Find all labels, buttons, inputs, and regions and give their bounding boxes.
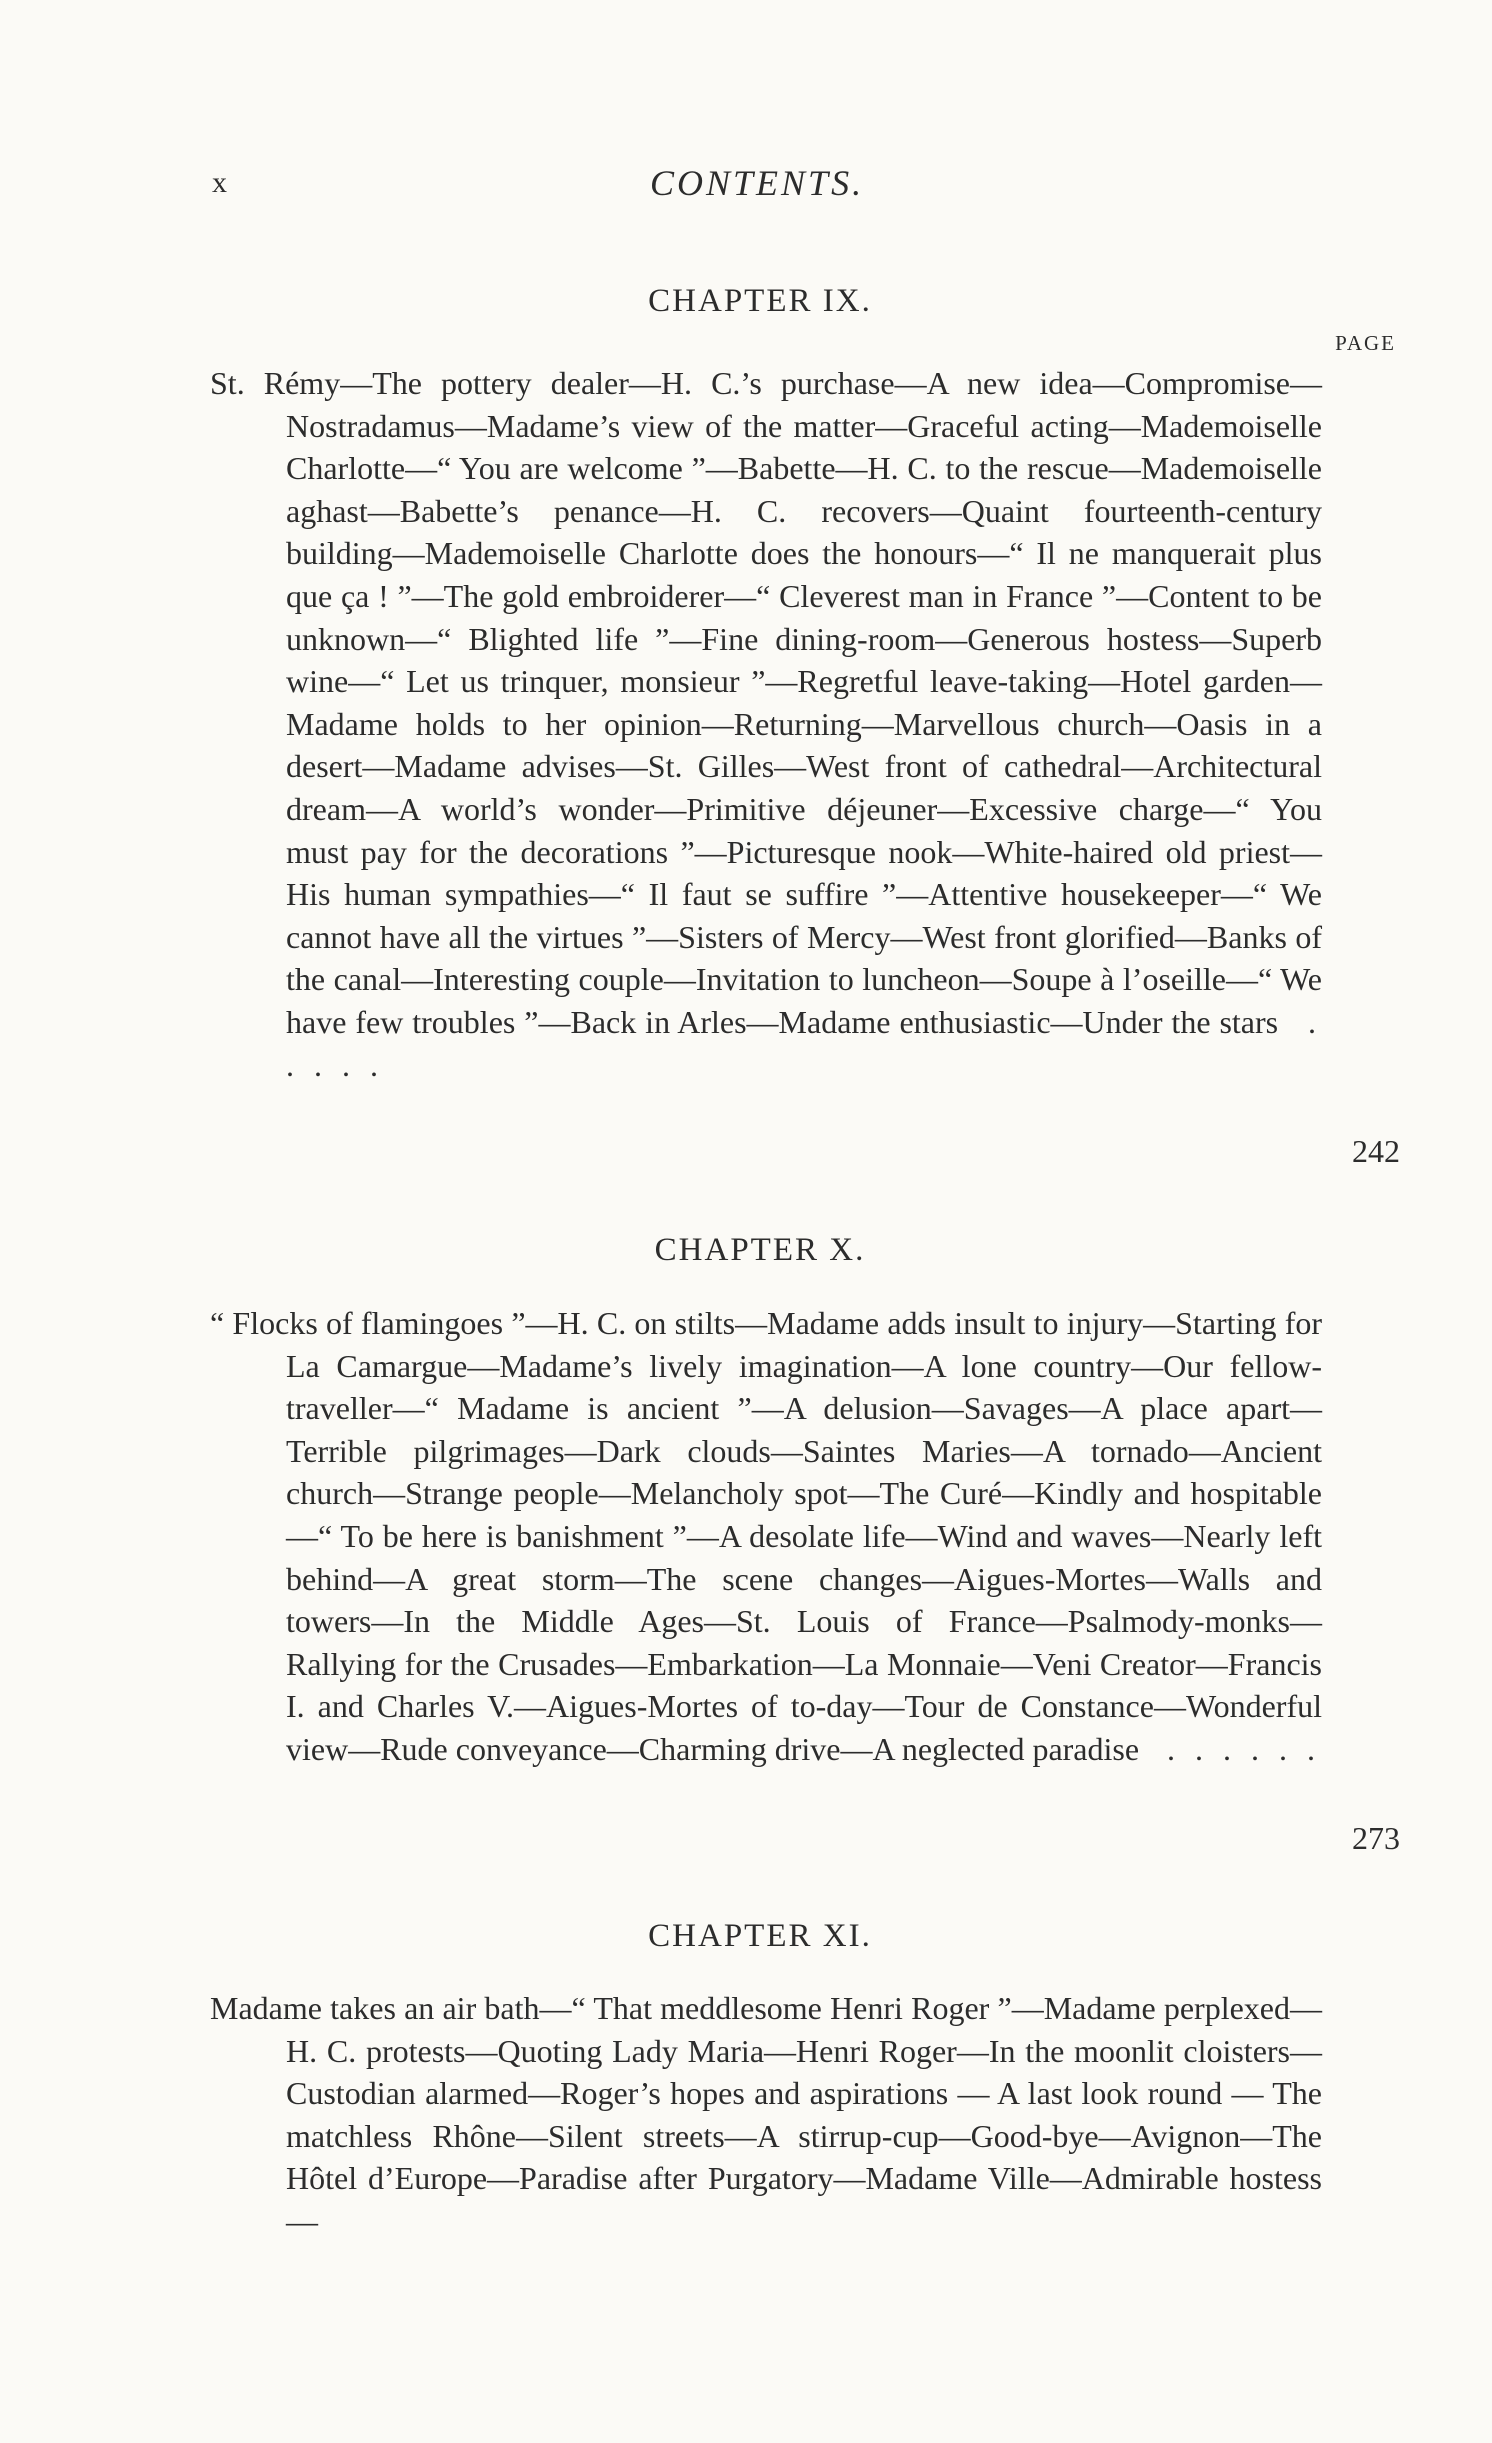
chapter-heading: CHAPTER IX. [648, 283, 872, 319]
chapter-ix [0, 283, 1492, 320]
page-column-label: PAGE [1335, 331, 1396, 355]
chapter-summary [210, 1302, 1322, 1771]
dot-leaders: . . . . . . [1167, 1730, 1322, 1767]
chapter-x [0, 1232, 1492, 1269]
chapter-heading: CHAPTER X. [654, 1232, 866, 1268]
running-head [0, 162, 1492, 206]
chapter-heading: CHAPTER XI. [648, 1918, 872, 1954]
summary-text: St. Rémy—The pottery dealer—H. C.’s purchase—A new idea—Compromise—Nostradamus—Madame’s view of the matter—Graceful acting—Mademoiselle Charlotte—“ You are welcome ”—Babette—H. C. to the rescue—Mademoiselle aghast—Babette’s penance—H. C. recovers—Quaint fourteenth-century building—Mademoiselle Charlotte does the honours—“ Il ne manquerait plus que ça ! ”—The gold embroiderer—“ Cleverest man in France ”—Content to be unknown—“ Blighted life ”—Fine dining-room—Generous hostess—Superb wine—“ Let us trinquer, monsieur ”—Regretful leave-taking—Hotel garden—Madame holds to her opinion—Returning—Marvellous church—Oasis in a desert—Madame advises—St. Gilles—West front of cathedral—Architectural dream—A world’s wonder—Primitive déjeuner—Excessive charge—“ You must pay for the decorations ”—Picturesque nook—White-haired old priest—His human sympathies—“ Il faut se suffire ”—Attentive housekeeper—“ We cannot have all the virtues ”—Sisters of Mercy—West front glorified—Banks of the canal—Interesting couple—Invitation to luncheon—Soupe à l’oseille—“ We have few troubles ”—Back in Arles—Madame enthusiastic—Under the stars [210, 365, 1322, 1040]
chapter-summary [210, 1987, 1322, 2243]
chapter-summary [210, 362, 1322, 1086]
page-number: 242 [1352, 1133, 1400, 1169]
summary-text: “ Flocks of flamingoes ”—H. C. on stilts—Madame adds insult to injury—Starting for La Camargue—Madame’s lively imagination—A lone country—Our fellow-traveller—“ Madame is ancient ”—A delusion—Savages—A place apart—Terrible pilgrimages—Dark clouds—Saintes Maries—A tornado—Ancient church—Strange people—Melancholy spot—The Curé—Kindly and hospitable—“ To be here is banishment ”—A desolate life—Wind and waves—Nearly left behind—A great storm—The scene changes—Aigues-Mortes—Walls and towers—In the Middle Ages—St. Louis of France—Psalmody-monks—Rallying for the Crusades—Embarkation—La Monnaie—Veni Creator—Francis I. and Charles V.—Aigues-Mortes of to-day—Tour de Constance—Wonderful view—Rude conveyance—Charming drive—A neglected paradise [210, 1305, 1322, 1767]
chapter-xi [0, 1918, 1492, 1955]
running-title: CONTENTS. [650, 163, 865, 203]
dot-leaders: . . . . . [286, 1003, 1323, 1083]
page-number: 273 [1352, 1820, 1400, 1856]
summary-text: Madame takes an air bath—“ That meddlesome Henri Roger ”—Madame perplexed—H. C. protests—Quoting Lady Maria—Henri Roger—In the moonlit cloisters—Custodian alarmed—Roger’s hopes and aspirations — A last look round — The matchless Rhône—Silent streets—A stirrup-cup—Good-bye—Avignon—The Hôtel d’Europe—Paradise after Purgatory—Madame Ville—Admirable hostess— [210, 1990, 1322, 2239]
page-folio: x [212, 166, 228, 199]
